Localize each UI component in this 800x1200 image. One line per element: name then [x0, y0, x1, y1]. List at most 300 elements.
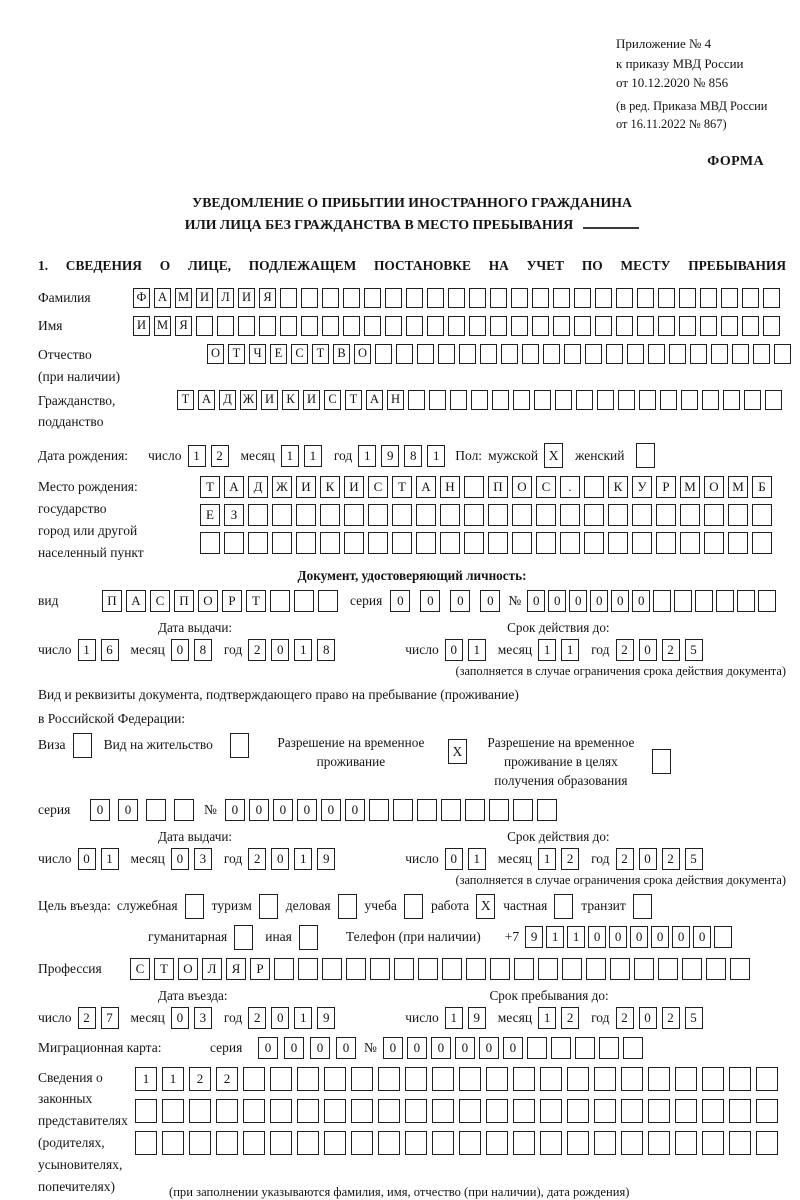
char-cell[interactable]: 2	[662, 639, 680, 661]
char-cell[interactable]	[567, 1099, 589, 1123]
legal-reps-cells-row1[interactable]	[135, 1067, 778, 1091]
char-cell[interactable]	[532, 316, 549, 336]
char-cell[interactable]	[537, 799, 557, 821]
char-cell[interactable]	[585, 344, 602, 364]
char-cell[interactable]	[270, 1131, 292, 1155]
char-cell[interactable]	[744, 390, 761, 410]
char-cell[interactable]: О	[198, 590, 218, 612]
char-cell[interactable]: Т	[228, 344, 245, 364]
char-cell[interactable]	[536, 532, 556, 554]
char-cell[interactable]: 8	[194, 639, 212, 661]
char-cell[interactable]	[450, 390, 467, 410]
char-cell[interactable]: И	[344, 476, 364, 498]
char-cell[interactable]: 0	[345, 799, 365, 821]
char-cell[interactable]	[758, 590, 776, 612]
char-cell[interactable]	[560, 504, 580, 526]
char-cell[interactable]: 2	[248, 639, 266, 661]
birth-month-cells[interactable]	[281, 445, 322, 467]
char-cell[interactable]	[763, 288, 780, 308]
char-cell[interactable]	[418, 958, 438, 980]
char-cell[interactable]	[639, 390, 656, 410]
char-cell[interactable]: Ж	[240, 390, 257, 410]
char-cell[interactable]	[427, 288, 444, 308]
char-cell[interactable]: 0	[171, 1007, 189, 1029]
char-cell[interactable]	[513, 1067, 535, 1091]
char-cell[interactable]	[224, 532, 244, 554]
char-cell[interactable]	[378, 1131, 400, 1155]
char-cell[interactable]	[301, 288, 318, 308]
char-cell[interactable]	[385, 288, 402, 308]
char-cell[interactable]: 0	[90, 799, 110, 821]
char-cell[interactable]	[217, 316, 234, 336]
char-cell[interactable]	[216, 1099, 238, 1123]
char-cell[interactable]	[405, 1067, 427, 1091]
char-cell[interactable]	[534, 390, 551, 410]
char-cell[interactable]: Т	[312, 344, 329, 364]
permit-valid-year[interactable]	[616, 848, 703, 870]
char-cell[interactable]	[753, 344, 770, 364]
char-cell[interactable]: 5	[685, 639, 703, 661]
char-cell[interactable]	[200, 532, 220, 554]
char-cell[interactable]	[432, 1131, 454, 1155]
char-cell[interactable]: 1	[546, 926, 564, 948]
char-cell[interactable]	[594, 1131, 616, 1155]
char-cell[interactable]: 1	[304, 445, 322, 467]
char-cell[interactable]: 2	[616, 639, 634, 661]
char-cell[interactable]: М	[175, 288, 192, 308]
char-cell[interactable]	[634, 958, 654, 980]
char-cell[interactable]: 0	[321, 799, 341, 821]
char-cell[interactable]	[653, 590, 671, 612]
char-cell[interactable]: Е	[270, 344, 287, 364]
char-cell[interactable]: 0	[271, 1007, 289, 1029]
char-cell[interactable]	[324, 1067, 346, 1091]
char-cell[interactable]	[584, 504, 604, 526]
char-cell[interactable]	[594, 1067, 616, 1091]
char-cell[interactable]	[648, 1131, 670, 1155]
gender-male-checkbox[interactable]: X	[544, 443, 563, 468]
tourism-checkbox[interactable]	[259, 894, 278, 919]
char-cell[interactable]	[711, 344, 728, 364]
char-cell[interactable]	[627, 344, 644, 364]
patronymic-cells[interactable]	[207, 344, 791, 364]
char-cell[interactable]	[459, 1099, 481, 1123]
char-cell[interactable]	[675, 1099, 697, 1123]
char-cell[interactable]	[442, 958, 462, 980]
char-cell[interactable]	[608, 532, 628, 554]
visa-checkbox[interactable]	[73, 733, 92, 758]
char-cell[interactable]	[606, 344, 623, 364]
char-cell[interactable]	[681, 390, 698, 410]
char-cell[interactable]	[489, 799, 509, 821]
char-cell[interactable]	[392, 532, 412, 554]
char-cell[interactable]	[378, 1067, 400, 1091]
char-cell[interactable]	[756, 1099, 778, 1123]
char-cell[interactable]: 0	[271, 639, 289, 661]
identity-issue-year[interactable]	[248, 639, 335, 661]
char-cell[interactable]: 0	[639, 1007, 657, 1029]
char-cell[interactable]	[488, 504, 508, 526]
char-cell[interactable]: 0	[632, 590, 650, 612]
char-cell[interactable]	[465, 799, 485, 821]
char-cell[interactable]	[679, 288, 696, 308]
char-cell[interactable]	[406, 288, 423, 308]
char-cell[interactable]: 1	[538, 848, 556, 870]
char-cell[interactable]	[189, 1131, 211, 1155]
char-cell[interactable]: 0	[273, 799, 293, 821]
citizenship-cells[interactable]	[177, 390, 782, 410]
char-cell[interactable]: И	[238, 288, 255, 308]
char-cell[interactable]	[243, 1067, 265, 1091]
char-cell[interactable]: 9	[317, 1007, 335, 1029]
char-cell[interactable]: 1	[445, 1007, 463, 1029]
char-cell[interactable]: П	[102, 590, 122, 612]
char-cell[interactable]: П	[488, 476, 508, 498]
char-cell[interactable]	[486, 1099, 508, 1123]
char-cell[interactable]	[513, 1099, 535, 1123]
char-cell[interactable]	[432, 1099, 454, 1123]
char-cell[interactable]: О	[704, 476, 724, 498]
char-cell[interactable]: 0	[407, 1037, 427, 1059]
identity-valid-day[interactable]	[445, 639, 486, 661]
char-cell[interactable]: 1	[538, 639, 556, 661]
char-cell[interactable]	[480, 344, 497, 364]
char-cell[interactable]: А	[224, 476, 244, 498]
identity-seriya-cells[interactable]	[390, 590, 500, 612]
char-cell[interactable]	[752, 532, 772, 554]
char-cell[interactable]	[490, 958, 510, 980]
migration-number-cells[interactable]	[383, 1037, 643, 1059]
char-cell[interactable]	[599, 1037, 619, 1059]
char-cell[interactable]: О	[354, 344, 371, 364]
char-cell[interactable]: З	[224, 504, 244, 526]
char-cell[interactable]: С	[130, 958, 150, 980]
char-cell[interactable]	[272, 504, 292, 526]
char-cell[interactable]	[706, 958, 726, 980]
char-cell[interactable]: 0	[639, 639, 657, 661]
char-cell[interactable]	[702, 1131, 724, 1155]
char-cell[interactable]: 2	[248, 848, 266, 870]
char-cell[interactable]	[280, 288, 297, 308]
char-cell[interactable]: 0	[527, 590, 545, 612]
char-cell[interactable]: 1	[162, 1067, 184, 1091]
char-cell[interactable]: 0	[590, 590, 608, 612]
char-cell[interactable]: А	[126, 590, 146, 612]
char-cell[interactable]	[488, 532, 508, 554]
char-cell[interactable]	[756, 1131, 778, 1155]
char-cell[interactable]	[196, 316, 213, 336]
char-cell[interactable]	[471, 390, 488, 410]
char-cell[interactable]: 0	[479, 1037, 499, 1059]
char-cell[interactable]: К	[320, 476, 340, 498]
char-cell[interactable]	[702, 1067, 724, 1091]
char-cell[interactable]	[490, 316, 507, 336]
char-cell[interactable]	[135, 1099, 157, 1123]
char-cell[interactable]	[344, 532, 364, 554]
char-cell[interactable]: Д	[219, 390, 236, 410]
char-cell[interactable]	[702, 1099, 724, 1123]
char-cell[interactable]	[512, 532, 532, 554]
char-cell[interactable]: Я	[226, 958, 246, 980]
char-cell[interactable]	[728, 504, 748, 526]
char-cell[interactable]: 0	[480, 590, 500, 612]
char-cell[interactable]	[417, 344, 434, 364]
char-cell[interactable]	[238, 316, 255, 336]
char-cell[interactable]: 2	[561, 848, 579, 870]
char-cell[interactable]	[648, 344, 665, 364]
char-cell[interactable]: С	[291, 344, 308, 364]
char-cell[interactable]	[298, 958, 318, 980]
char-cell[interactable]	[375, 344, 392, 364]
work-checkbox[interactable]: X	[476, 894, 495, 919]
permit-seriya-cells[interactable]	[90, 799, 194, 821]
char-cell[interactable]	[540, 1131, 562, 1155]
stay-year[interactable]	[616, 1007, 703, 1029]
char-cell[interactable]	[364, 316, 381, 336]
char-cell[interactable]: 8	[317, 639, 335, 661]
char-cell[interactable]	[274, 958, 294, 980]
char-cell[interactable]: 5	[685, 848, 703, 870]
char-cell[interactable]	[513, 799, 533, 821]
char-cell[interactable]	[553, 288, 570, 308]
char-cell[interactable]: 2	[616, 1007, 634, 1029]
entry-month[interactable]	[171, 1007, 212, 1029]
char-cell[interactable]	[742, 288, 759, 308]
char-cell[interactable]: 0	[455, 1037, 475, 1059]
char-cell[interactable]: 0	[336, 1037, 356, 1059]
char-cell[interactable]	[459, 1131, 481, 1155]
char-cell[interactable]	[574, 316, 591, 336]
char-cell[interactable]	[680, 532, 700, 554]
char-cell[interactable]: М	[728, 476, 748, 498]
permit-issue-day[interactable]	[78, 848, 119, 870]
char-cell[interactable]: 0	[503, 1037, 523, 1059]
char-cell[interactable]	[492, 390, 509, 410]
char-cell[interactable]: 5	[685, 1007, 703, 1029]
char-cell[interactable]: 1	[427, 445, 445, 467]
char-cell[interactable]	[680, 504, 700, 526]
char-cell[interactable]	[595, 316, 612, 336]
transit-checkbox[interactable]	[633, 894, 652, 919]
char-cell[interactable]	[522, 344, 539, 364]
char-cell[interactable]	[555, 390, 572, 410]
char-cell[interactable]: Т	[177, 390, 194, 410]
char-cell[interactable]: 1	[358, 445, 376, 467]
char-cell[interactable]	[441, 799, 461, 821]
char-cell[interactable]	[368, 532, 388, 554]
char-cell[interactable]: Ж	[272, 476, 292, 498]
char-cell[interactable]: А	[154, 288, 171, 308]
char-cell[interactable]	[296, 504, 316, 526]
char-cell[interactable]	[448, 316, 465, 336]
char-cell[interactable]: 1	[135, 1067, 157, 1091]
char-cell[interactable]: 0	[225, 799, 245, 821]
char-cell[interactable]: М	[154, 316, 171, 336]
char-cell[interactable]: 0	[297, 799, 317, 821]
char-cell[interactable]: 1	[561, 639, 579, 661]
birth-day-cells[interactable]	[188, 445, 229, 467]
char-cell[interactable]	[567, 1131, 589, 1155]
char-cell[interactable]	[616, 316, 633, 336]
char-cell[interactable]	[486, 1131, 508, 1155]
char-cell[interactable]: Л	[202, 958, 222, 980]
char-cell[interactable]	[714, 926, 732, 948]
char-cell[interactable]	[513, 1131, 535, 1155]
char-cell[interactable]	[324, 1131, 346, 1155]
birth-place-cells-row1[interactable]	[200, 476, 772, 498]
char-cell[interactable]	[146, 799, 166, 821]
char-cell[interactable]: Р	[250, 958, 270, 980]
char-cell[interactable]	[511, 316, 528, 336]
char-cell[interactable]	[763, 316, 780, 336]
char-cell[interactable]	[658, 288, 675, 308]
char-cell[interactable]	[616, 288, 633, 308]
char-cell[interactable]: 1	[294, 639, 312, 661]
char-cell[interactable]	[632, 532, 652, 554]
identity-number-cells[interactable]	[527, 590, 776, 612]
char-cell[interactable]	[272, 532, 292, 554]
char-cell[interactable]	[427, 316, 444, 336]
char-cell[interactable]: 2	[78, 1007, 96, 1029]
permit-valid-day[interactable]	[445, 848, 486, 870]
official-checkbox[interactable]	[185, 894, 204, 919]
identity-vid-cells[interactable]	[102, 590, 338, 612]
char-cell[interactable]: 3	[194, 1007, 212, 1029]
char-cell[interactable]	[621, 1099, 643, 1123]
char-cell[interactable]: 1	[468, 639, 486, 661]
char-cell[interactable]	[511, 288, 528, 308]
profession-cells[interactable]	[130, 958, 750, 980]
char-cell[interactable]: Н	[440, 476, 460, 498]
char-cell[interactable]: Т	[392, 476, 412, 498]
char-cell[interactable]	[320, 532, 340, 554]
char-cell[interactable]	[621, 1131, 643, 1155]
char-cell[interactable]: 2	[662, 1007, 680, 1029]
char-cell[interactable]	[575, 1037, 595, 1059]
char-cell[interactable]: Н	[387, 390, 404, 410]
char-cell[interactable]: К	[282, 390, 299, 410]
humanitarian-checkbox[interactable]	[234, 925, 253, 950]
char-cell[interactable]: 0	[588, 926, 606, 948]
char-cell[interactable]	[540, 1067, 562, 1091]
char-cell[interactable]: 2	[248, 1007, 266, 1029]
char-cell[interactable]: О	[207, 344, 224, 364]
char-cell[interactable]: 0	[390, 590, 410, 612]
char-cell[interactable]	[280, 316, 297, 336]
char-cell[interactable]	[370, 958, 390, 980]
char-cell[interactable]	[343, 316, 360, 336]
char-cell[interactable]	[576, 390, 593, 410]
char-cell[interactable]: А	[416, 476, 436, 498]
char-cell[interactable]: И	[296, 476, 316, 498]
char-cell[interactable]	[322, 316, 339, 336]
char-cell[interactable]	[501, 344, 518, 364]
residence-permit-checkbox[interactable]	[230, 733, 249, 758]
char-cell[interactable]	[540, 1099, 562, 1123]
identity-issue-day[interactable]	[78, 639, 119, 661]
char-cell[interactable]: 1	[294, 1007, 312, 1029]
permit-valid-month[interactable]	[538, 848, 579, 870]
char-cell[interactable]	[675, 1067, 697, 1091]
char-cell[interactable]	[567, 1067, 589, 1091]
char-cell[interactable]	[270, 1067, 292, 1091]
char-cell[interactable]: 9	[468, 1007, 486, 1029]
char-cell[interactable]	[594, 1099, 616, 1123]
char-cell[interactable]	[162, 1099, 184, 1123]
char-cell[interactable]	[469, 288, 486, 308]
char-cell[interactable]: 0	[569, 590, 587, 612]
char-cell[interactable]	[704, 504, 724, 526]
char-cell[interactable]	[464, 504, 484, 526]
char-cell[interactable]	[393, 799, 413, 821]
char-cell[interactable]	[729, 1067, 751, 1091]
char-cell[interactable]	[536, 504, 556, 526]
char-cell[interactable]	[396, 344, 413, 364]
char-cell[interactable]: Р	[656, 476, 676, 498]
char-cell[interactable]: С	[536, 476, 556, 498]
char-cell[interactable]: 0	[420, 590, 440, 612]
private-checkbox[interactable]	[554, 894, 573, 919]
char-cell[interactable]	[716, 590, 734, 612]
char-cell[interactable]	[656, 504, 676, 526]
char-cell[interactable]	[658, 316, 675, 336]
business-checkbox[interactable]	[338, 894, 357, 919]
char-cell[interactable]: Т	[345, 390, 362, 410]
char-cell[interactable]: И	[261, 390, 278, 410]
char-cell[interactable]	[723, 390, 740, 410]
char-cell[interactable]	[742, 316, 759, 336]
char-cell[interactable]	[259, 316, 276, 336]
temp-residence-education-checkbox[interactable]	[652, 749, 671, 774]
char-cell[interactable]: М	[680, 476, 700, 498]
char-cell[interactable]	[464, 532, 484, 554]
char-cell[interactable]	[756, 1067, 778, 1091]
char-cell[interactable]: 0	[693, 926, 711, 948]
char-cell[interactable]	[448, 288, 465, 308]
char-cell[interactable]	[538, 958, 558, 980]
char-cell[interactable]: П	[174, 590, 194, 612]
char-cell[interactable]	[765, 390, 782, 410]
char-cell[interactable]	[586, 958, 606, 980]
char-cell[interactable]	[637, 316, 654, 336]
char-cell[interactable]	[417, 799, 437, 821]
char-cell[interactable]	[695, 590, 713, 612]
char-cell[interactable]	[416, 504, 436, 526]
char-cell[interactable]	[660, 390, 677, 410]
char-cell[interactable]	[608, 504, 628, 526]
char-cell[interactable]	[610, 958, 630, 980]
phone-cells[interactable]	[525, 926, 732, 948]
char-cell[interactable]	[405, 1099, 427, 1123]
char-cell[interactable]: 0	[445, 639, 463, 661]
name-cells[interactable]	[133, 316, 780, 336]
char-cell[interactable]	[513, 390, 530, 410]
char-cell[interactable]	[595, 288, 612, 308]
char-cell[interactable]: Б	[752, 476, 772, 498]
temp-residence-checkbox[interactable]: X	[448, 739, 467, 764]
entry-year[interactable]	[248, 1007, 335, 1029]
char-cell[interactable]	[700, 288, 717, 308]
char-cell[interactable]	[432, 1067, 454, 1091]
char-cell[interactable]: 0	[271, 848, 289, 870]
char-cell[interactable]: Д	[248, 476, 268, 498]
char-cell[interactable]: 0	[445, 848, 463, 870]
char-cell[interactable]: И	[196, 288, 213, 308]
char-cell[interactable]	[700, 316, 717, 336]
char-cell[interactable]	[560, 532, 580, 554]
char-cell[interactable]	[729, 1131, 751, 1155]
char-cell[interactable]	[408, 390, 425, 410]
